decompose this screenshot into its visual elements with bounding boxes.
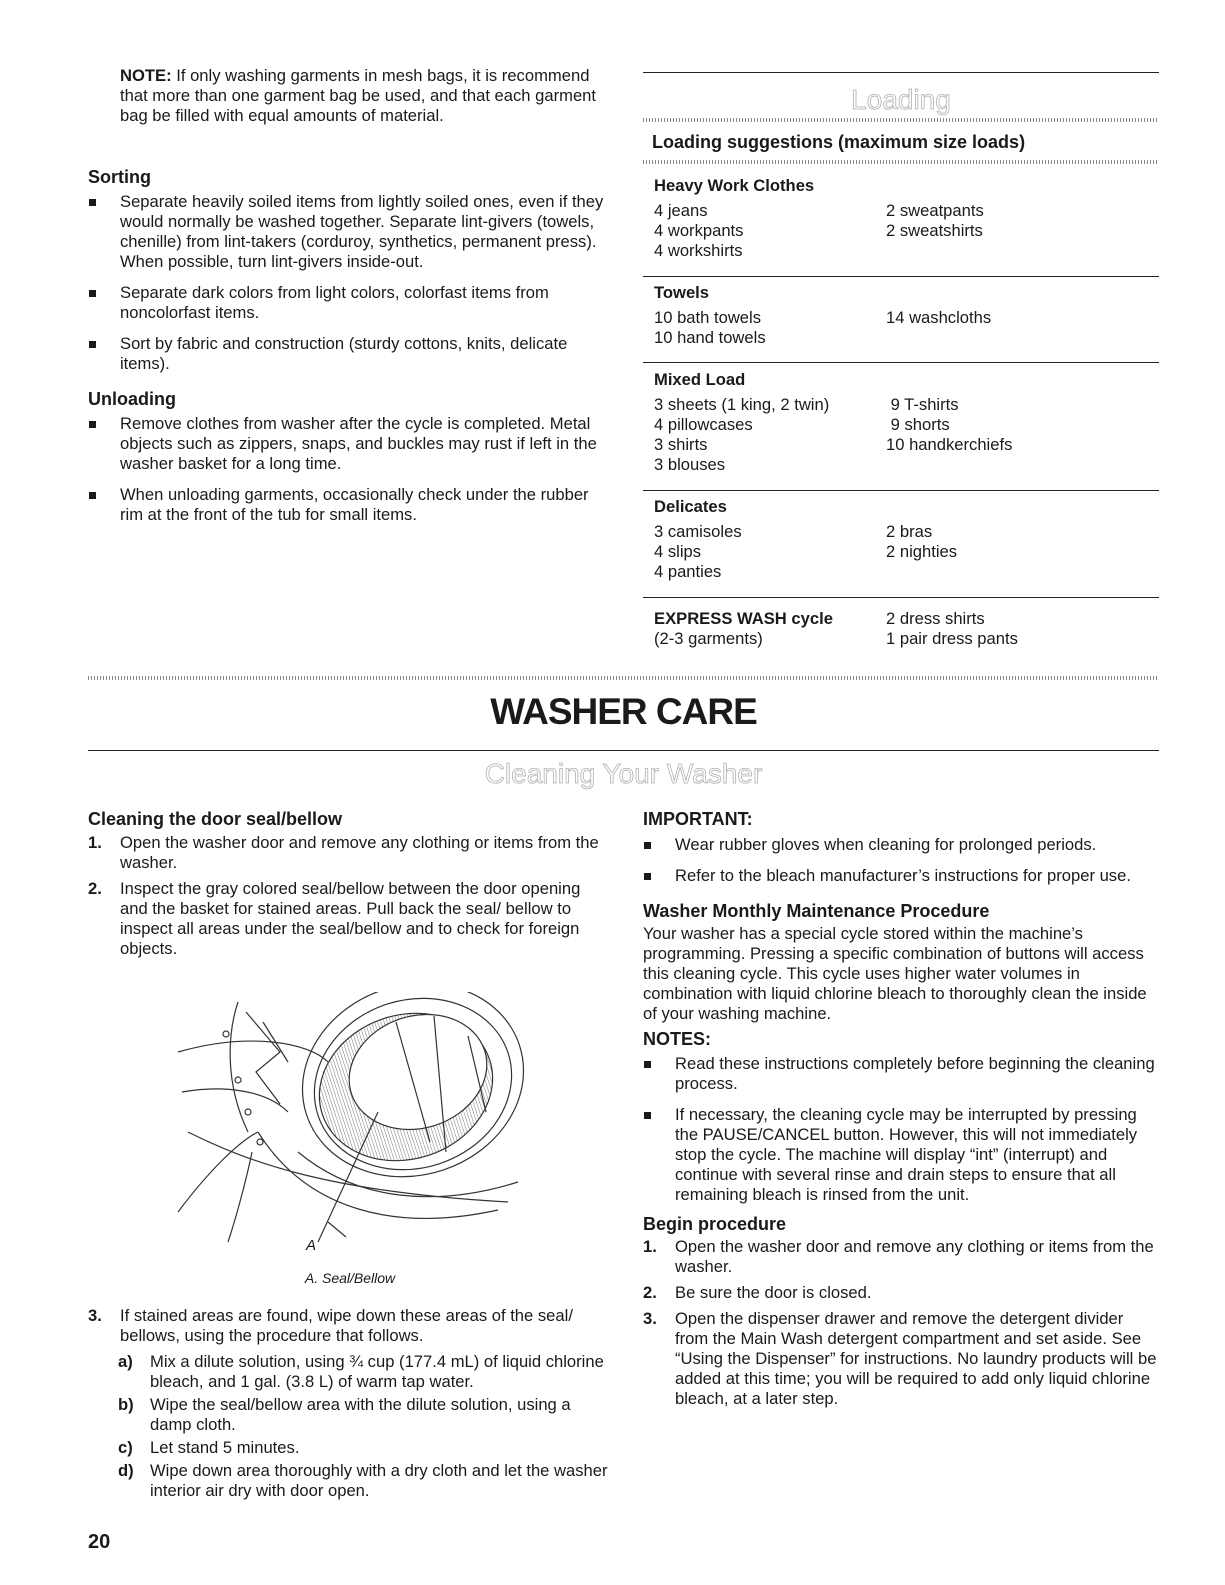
step-number: 2. xyxy=(88,879,102,898)
table-cell: 1 pair dress pants xyxy=(886,629,1018,648)
unloading-item: Remove clothes from washer after the cycle is completed. Metal objects such as zippers, snaps, and buckles may rust if left in the washer basket for a long time. xyxy=(88,414,604,474)
load-section-heavy xyxy=(654,176,1159,261)
section-rule xyxy=(643,276,1159,277)
loading-dotted-rule xyxy=(643,118,1159,122)
loading-subtitle: Loading suggestions (maximum size loads) xyxy=(652,132,1026,152)
table-cell: 4 jeans xyxy=(654,201,708,220)
substep-text: Wipe the seal/bellow area with the dilute solution, using a damp cloth. xyxy=(150,1395,571,1434)
figure-label-a: A xyxy=(306,1237,317,1254)
door-seal-substep xyxy=(88,1395,612,1435)
table-row xyxy=(654,455,1159,475)
table-cell xyxy=(886,562,1159,582)
right-column xyxy=(643,808,1159,1415)
load-section-delicates xyxy=(654,497,1159,582)
important-item: Refer to the bleach manufacturer’s instructions for proper use. xyxy=(643,866,1159,886)
door-seal-section xyxy=(88,808,612,965)
note-item: If necessary, the cleaning cycle may be interrupted by pressing the PAUSE/CANCEL button. However, this will not immediately stop the cycle. The machine will display “int” (interrupt) and continue with several rinse and drain steps to ensure that all remaining bleach is rinsed from the unit. xyxy=(643,1105,1159,1205)
table-cell: 3 shirts xyxy=(654,435,708,454)
note-block xyxy=(120,66,600,126)
table-row xyxy=(654,201,1159,221)
door-seal-step xyxy=(88,879,612,959)
step-number: 1. xyxy=(643,1237,657,1256)
door-seal-step xyxy=(88,1306,612,1346)
section-heading: Mixed Load xyxy=(654,370,746,389)
table-cell: 10 hand towels xyxy=(654,328,766,347)
sorting-section xyxy=(88,166,604,385)
step-text: Open the washer door and remove any clothing or items from the washer. xyxy=(120,833,599,872)
table-cell: 10 bath towels xyxy=(654,308,762,327)
section-heading: EXPRESS WASH cycle xyxy=(654,609,833,628)
load-section-towels xyxy=(654,283,1159,348)
washer-care-dotted-rule xyxy=(88,676,1159,680)
page-number: 20 xyxy=(88,1531,111,1553)
table-cell: 4 panties xyxy=(654,562,722,581)
begin-step xyxy=(643,1309,1159,1409)
table-cell: 4 pillowcases xyxy=(654,415,753,434)
step-text: Be sure the door is closed. xyxy=(675,1283,872,1302)
step-text: Open the washer door and remove any clothing or items from the washer. xyxy=(675,1237,1154,1276)
table-row xyxy=(654,562,1159,582)
note-label: NOTE: xyxy=(120,66,172,85)
load-section-mixed xyxy=(654,370,1159,475)
step-text: Inspect the gray colored seal/bellow between the door opening and the basket for stained areas. Pull back the seal/ bellow to inspect all areas under the seal/bellow and to check for foreign objects. xyxy=(120,879,581,958)
table-cell: 4 slips xyxy=(654,542,702,561)
step-text: Open the dispenser drawer and remove the detergent divider from the Main Wash detergent compartment and set aside. See “Using the Dispenser” for instructions. No laundry products will be added at this time; you will be required to add only liquid chlorine bleach, at a later step. xyxy=(675,1309,1157,1408)
sorting-item: Sort by fabric and construction (sturdy cottons, knits, delicate items). xyxy=(88,334,604,374)
sorting-item: Separate heavily soiled items from lightly soiled ones, even if they would normally be washed together. Separate lint-givers (towels, chenille) from lint-takers (corduroy, synthetics, permanent press). When possible, turn lint-givers inside-out. xyxy=(88,192,604,272)
sorting-heading: Sorting xyxy=(88,167,151,187)
important-item: Wear rubber gloves when cleaning for prolonged periods. xyxy=(643,835,1159,855)
table-cell: 9 T-shirts xyxy=(886,395,959,414)
cleaning-subtitle: Cleaning Your Washer xyxy=(484,758,763,789)
table-cell: 14 washcloths xyxy=(886,308,992,327)
door-seal-heading: Cleaning the door seal/bellow xyxy=(88,809,343,829)
table-cell xyxy=(886,455,1159,475)
table-cell: 10 handkerchiefs xyxy=(886,435,1013,454)
substep-text: Let stand 5 minutes. xyxy=(150,1438,300,1457)
loading-dotted-rule xyxy=(643,160,1159,164)
step-number: 3. xyxy=(643,1309,657,1328)
table-row xyxy=(654,522,1159,542)
section-rule xyxy=(643,597,1159,598)
substep-letter: a) xyxy=(118,1352,133,1371)
important-label: IMPORTANT: xyxy=(643,809,753,829)
sorting-item: Separate dark colors from light colors, colorfast items from noncolorfast items. xyxy=(88,283,604,323)
door-seal-substep xyxy=(88,1461,612,1501)
door-seal-substep xyxy=(88,1438,612,1458)
table-cell: 2 sweatpants xyxy=(886,201,984,220)
table-cell xyxy=(886,241,1159,261)
table-row xyxy=(654,328,1159,348)
table-cell: 2 bras xyxy=(886,522,933,541)
substep-letter: d) xyxy=(118,1461,134,1480)
table-cell: 9 shorts xyxy=(886,415,950,434)
step-number: 2. xyxy=(643,1283,657,1302)
table-cell: 4 workpants xyxy=(654,221,744,240)
table-row xyxy=(654,435,1159,455)
note-text: If only washing garments in mesh bags, it is recommend that more than one garment bag be used, and that each garment bag be filled with equal amounts of material. xyxy=(120,66,597,125)
monthly-heading: Washer Monthly Maintenance Procedure xyxy=(643,901,990,921)
door-seal-step xyxy=(88,833,612,873)
table-cell: 2 sweatshirts xyxy=(886,221,983,240)
notes-label: NOTES: xyxy=(643,1029,712,1049)
table-cell: 3 sheets (1 king, 2 twin) xyxy=(654,395,830,414)
section-heading: Towels xyxy=(654,283,710,302)
step-number: 3. xyxy=(88,1306,102,1325)
unloading-item: When unloading garments, occasionally check under the rubber rim at the front of the tub for small items. xyxy=(88,485,604,525)
begin-step xyxy=(643,1283,1159,1303)
table-row xyxy=(654,308,1159,328)
table-row xyxy=(654,629,1159,649)
monthly-text: Your washer has a special cycle stored within the machine’s programming. Pressing a specific combination of buttons will access this cleaning cycle. This cycle uses higher water volumes in combination with liquid chlorine bleach to thoroughly clean the inside of your washing machine. xyxy=(643,924,1147,1023)
table-row xyxy=(654,542,1159,562)
table-cell: 2 dress shirts xyxy=(886,609,985,628)
section-rule xyxy=(643,362,1159,363)
seal-bellow-illustration xyxy=(168,992,538,1262)
step-number: 1. xyxy=(88,833,102,852)
load-section-express xyxy=(654,609,1159,649)
section-heading: Delicates xyxy=(654,497,727,516)
step-text: If stained areas are found, wipe down these areas of the seal/ bellows, using the procedure that follows. xyxy=(120,1306,573,1345)
table-cell: 2 nighties xyxy=(886,542,958,561)
section-rule xyxy=(643,490,1159,491)
unloading-section xyxy=(88,388,604,536)
begin-heading: Begin procedure xyxy=(643,1214,787,1234)
substep-letter: b) xyxy=(118,1395,134,1414)
washer-care-rule xyxy=(88,750,1159,751)
table-row xyxy=(654,609,1159,629)
washer-care-title: WASHER CARE xyxy=(490,691,757,732)
table-row xyxy=(654,395,1159,415)
table-row xyxy=(654,241,1159,261)
unloading-heading: Unloading xyxy=(88,389,176,409)
table-cell: 4 workshirts xyxy=(654,241,743,260)
door-seal-substep xyxy=(88,1352,612,1392)
substep-text: Mix a dilute solution, using ¾ cup (177.4 mL) of liquid chlorine bleach, and 1 gal. (3.8 L) of warm tap water. xyxy=(150,1352,604,1391)
section-heading: Heavy Work Clothes xyxy=(654,176,815,195)
substep-letter: c) xyxy=(118,1438,133,1457)
table-cell: 3 camisoles xyxy=(654,522,742,541)
substep-text: Wipe down area thoroughly with a dry cloth and let the washer interior air dry with door open. xyxy=(150,1461,608,1500)
table-cell: (2-3 garments) xyxy=(654,629,763,648)
table-row xyxy=(654,221,1159,241)
note-item: Read these instructions completely before beginning the cleaning process. xyxy=(643,1054,1159,1094)
figure-caption: A. Seal/Bellow xyxy=(304,1270,396,1286)
door-seal-continued xyxy=(88,1306,612,1504)
loading-top-rule xyxy=(643,72,1159,73)
table-row xyxy=(654,415,1159,435)
table-cell xyxy=(886,328,1159,348)
begin-step xyxy=(643,1237,1159,1277)
loading-title: Loading xyxy=(851,84,951,115)
table-cell: 3 blouses xyxy=(654,455,726,474)
